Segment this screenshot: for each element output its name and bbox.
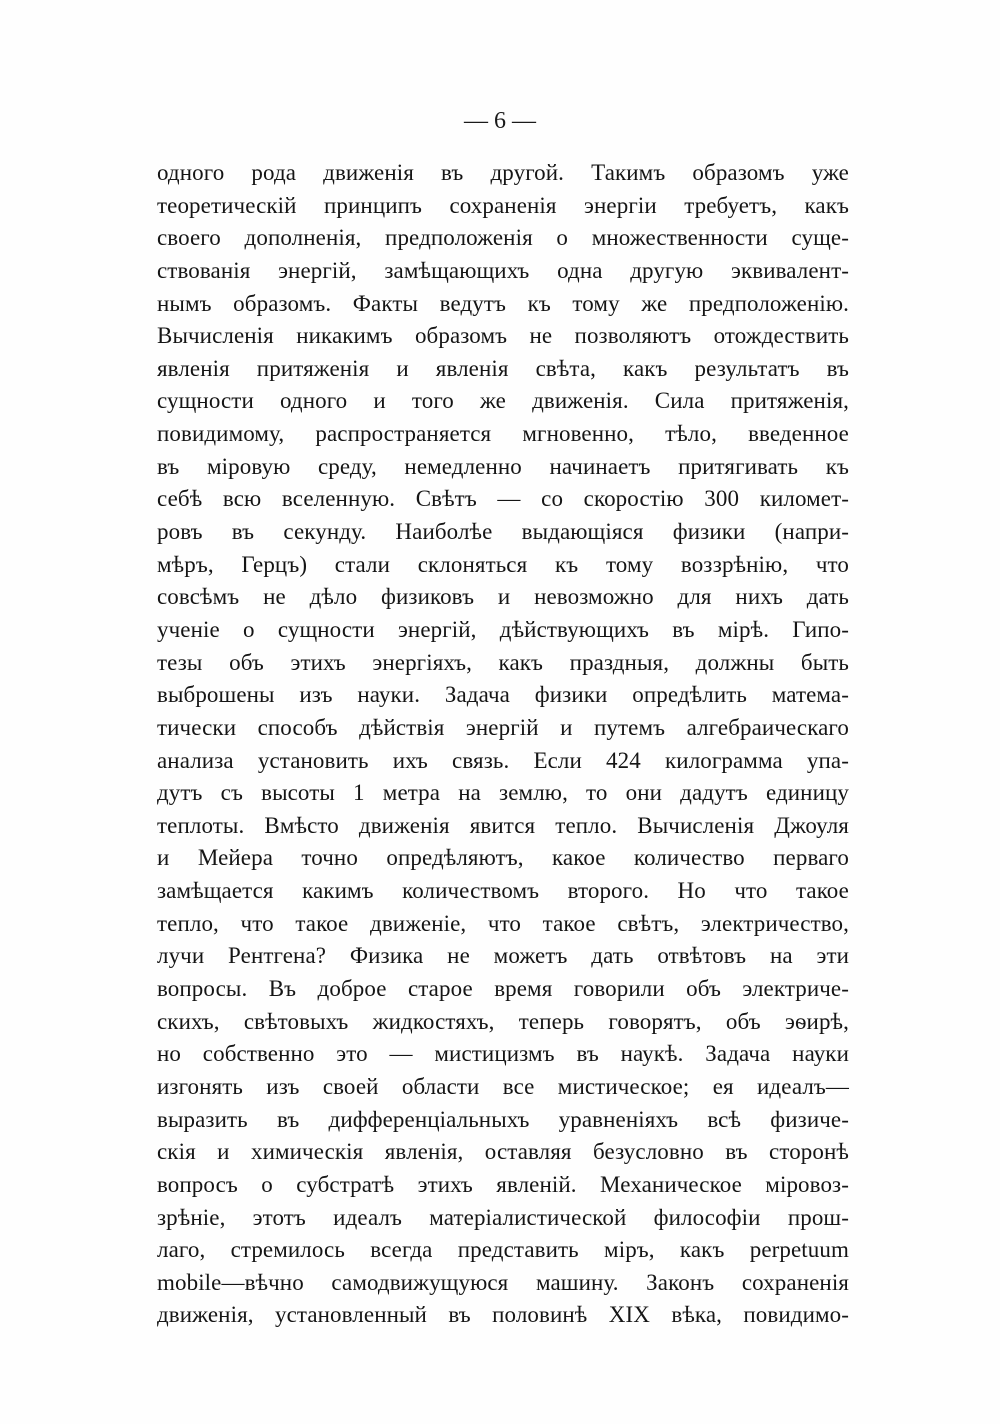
text-line: скихъ, свѣтовыхъ жидкостяхъ, теперь говорятъ, объ эѳирѣ, <box>157 1008 849 1034</box>
text-line: теоретическій принципъ сохраненія энергіи требуетъ, какъ <box>157 192 849 218</box>
text-line: теплоты. Вмѣсто движенія явится тепло. Вычисленія Джоуля <box>157 812 849 838</box>
body-text <box>157 157 849 1332</box>
text-line: ровъ въ секунду. Наиболѣе выдающіяся физики (напри- <box>157 519 849 545</box>
text-line: Вычисленія никакимъ образомъ не позволяютъ отождествить <box>157 323 849 349</box>
text-line: замѣщается какимъ количествомъ второго. Но что такое <box>157 878 849 904</box>
text-line: совсѣмъ не дѣло физиковъ и невозможно для нихъ дать <box>157 584 849 610</box>
text-line: выброшены изъ науки. Задача физики опредѣлить матема- <box>157 682 849 708</box>
text-line: тически способъ дѣйствія энергій и путемъ алгебраическаго <box>157 714 849 740</box>
text-line: вопросъ о субстратѣ этихъ явленій. Механическое міровоз- <box>157 1171 849 1197</box>
text-line: вопросы. Въ доброе старое время говорили объ электриче- <box>157 976 849 1002</box>
text-line: своего дополненія, предположенія о множественности суще- <box>157 225 849 251</box>
text-line: въ міровую среду, немедленно начинаетъ притягивать къ <box>157 453 849 479</box>
text-line: дутъ съ высоты 1 метра на землю, то они дадутъ единицу <box>157 780 849 806</box>
text-line: лаго, стремилось всегда представить міръ, какъ perpetuum <box>157 1237 849 1263</box>
text-line: тезы объ этихъ энергіяхъ, какъ праздныя, должны быть <box>157 649 849 675</box>
text-line: повидимому, распространяется мгновенно, тѣло, введенное <box>157 421 849 447</box>
text-line: ствованія энергій, замѣщающихъ одна другую эквивалент- <box>157 257 849 283</box>
text-line: анализа установить ихъ связь. Если 424 килограмма упа- <box>157 747 849 773</box>
text-line: явленія притяженія и явленія свѣта, какъ результатъ въ <box>157 355 849 381</box>
text-line: себѣ всю вселенную. Свѣтъ — со скоростію 300 километ- <box>157 486 849 512</box>
text-line: мѣръ, Герцъ) стали склоняться къ тому воззрѣнію, что <box>157 551 849 577</box>
text-line: и Мейера точно опредѣляютъ, какое количество перваго <box>157 845 849 871</box>
text-line: скія и химическія явленія, оставляя безусловно въ сторонѣ <box>157 1139 849 1165</box>
text-line: нымъ образомъ. Факты ведутъ къ тому же предположенію. <box>157 290 849 316</box>
text-line: mobile—вѣчно самодвижущуюся машину. Законъ сохраненія <box>157 1269 849 1295</box>
text-line: сущности одного и того же движенія. Сила притяженія, <box>157 388 849 414</box>
text-line: но собственно это — мистицизмъ въ наукѣ. Задача науки <box>157 1041 849 1067</box>
text-line: ученіе о сущности энергій, дѣйствующихъ въ мірѣ. Гипо- <box>157 616 849 642</box>
text-line: одного рода движенія въ другой. Такимъ образомъ уже <box>157 160 849 185</box>
text-line: изгонять изъ своей области все мистическое; ея идеалъ— <box>157 1073 849 1099</box>
text-line: зрѣніе, этотъ идеалъ матеріалистической философіи прош- <box>157 1204 849 1230</box>
text-line: лучи Рентгена? Физика не можетъ дать отвѣтовъ на эти <box>157 943 849 969</box>
text-line: выразить въ дифференціальныхъ уравненіяхъ всѣ физиче- <box>157 1106 849 1132</box>
text-line: движенія, установленный въ половинѣ XIX вѣка, повидимо- <box>157 1302 849 1328</box>
page-number: — 6 — <box>464 108 536 134</box>
text-line: тепло, что такое движеніе, что такое свѣтъ, электричество, <box>157 910 849 936</box>
